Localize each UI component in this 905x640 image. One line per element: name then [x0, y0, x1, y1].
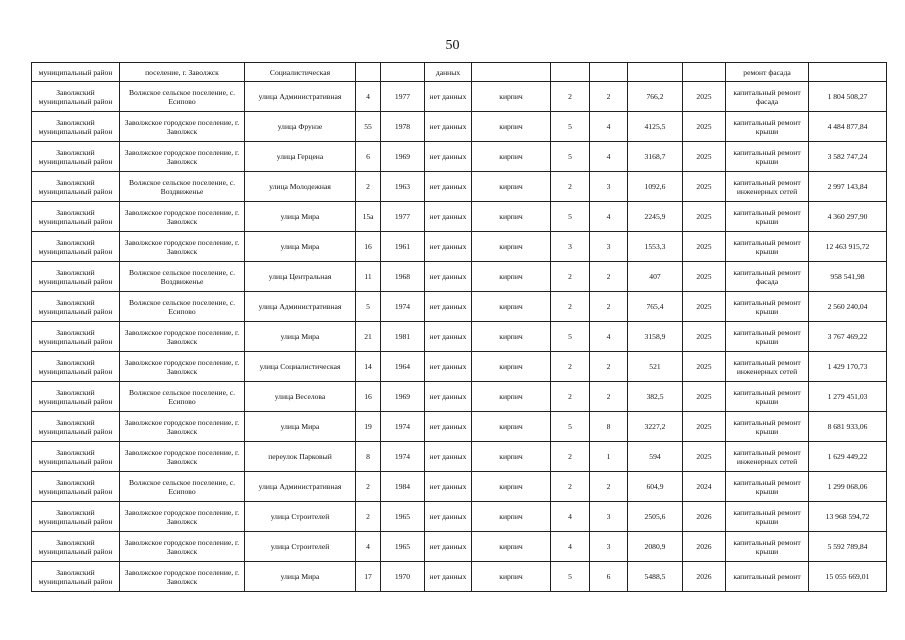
cell-floors: 5 [551, 562, 590, 592]
cell-area: 604,9 [628, 472, 683, 502]
cell-district: Заволжский муниципальный район [32, 142, 120, 172]
cell-cost: 2 997 143,84 [809, 172, 887, 202]
cell-house-number: 15а [356, 202, 381, 232]
cell-district: Заволжский муниципальный район [32, 352, 120, 382]
cell-floors: 5 [551, 412, 590, 442]
cell-entrances: 3 [590, 532, 628, 562]
cell-repair-type: ремонт фасада [726, 63, 809, 82]
cell-district: Заволжский муниципальный район [32, 232, 120, 262]
cell-repair-year: 2025 [683, 352, 726, 382]
cell-settlement: поселение, г. Заволжск [120, 63, 245, 82]
cell-settlement: Заволжское городское поселение, г. Заволжск [120, 232, 245, 262]
cell-entrances: 3 [590, 172, 628, 202]
cell-repair-type: капитальный ремонт крыши [726, 142, 809, 172]
cell-area: 3158,9 [628, 322, 683, 352]
cell-floors: 2 [551, 172, 590, 202]
table-row [32, 82, 887, 112]
cell-entrances: 2 [590, 472, 628, 502]
cell-repair-type: капитальный ремонт крыши [726, 112, 809, 142]
cell-repair-year: 2025 [683, 232, 726, 262]
cell-house-number: 2 [356, 502, 381, 532]
cell-settlement: Волжское сельское поселение, с. Есипово [120, 82, 245, 112]
cell-floors: 5 [551, 112, 590, 142]
cell-settlement: Заволжское городское поселение, г. Заволжск [120, 562, 245, 592]
cell-house-number [356, 63, 381, 82]
cell-wall-material: кирпич [472, 562, 551, 592]
cell-year-built: 1978 [381, 112, 425, 142]
cell-street: улица Строителей [245, 532, 356, 562]
table-row [32, 63, 887, 82]
cell-wall-material: кирпич [472, 232, 551, 262]
cell-status: нет данных [425, 322, 472, 352]
table-row [32, 412, 887, 442]
cell-status: нет данных [425, 412, 472, 442]
cell-entrances: 3 [590, 502, 628, 532]
cell-cost: 4 484 877,84 [809, 112, 887, 142]
cell-house-number: 11 [356, 262, 381, 292]
cell-wall-material: кирпич [472, 172, 551, 202]
cell-cost: 1 279 451,03 [809, 382, 887, 412]
cell-district: Заволжский муниципальный район [32, 442, 120, 472]
cell-repair-type: капитальный ремонт фасада [726, 262, 809, 292]
cell-repair-type: капитальный ремонт крыши [726, 472, 809, 502]
cell-settlement: Заволжское городское поселение, г. Заволжск [120, 142, 245, 172]
cell-entrances: 3 [590, 232, 628, 262]
cell-street: улица Мира [245, 412, 356, 442]
cell-repair-type: капитальный ремонт инженерных сетей [726, 352, 809, 382]
cell-repair-type: капитальный ремонт инженерных сетей [726, 442, 809, 472]
cell-district: Заволжский муниципальный район [32, 292, 120, 322]
cell-wall-material [472, 63, 551, 82]
cell-area: 765,4 [628, 292, 683, 322]
cell-status: нет данных [425, 262, 472, 292]
cell-cost: 12 463 915,72 [809, 232, 887, 262]
cell-repair-year: 2025 [683, 172, 726, 202]
cell-repair-year [683, 63, 726, 82]
table-row [32, 322, 887, 352]
cell-repair-type: капитальный ремонт [726, 562, 809, 592]
cell-year-built: 1965 [381, 502, 425, 532]
cell-entrances: 2 [590, 352, 628, 382]
cell-street: улица Социалистическая [245, 352, 356, 382]
cell-street: улица Мира [245, 562, 356, 592]
table-row [32, 382, 887, 412]
cell-wall-material: кирпич [472, 112, 551, 142]
cell-floors: 4 [551, 532, 590, 562]
cell-area: 3168,7 [628, 142, 683, 172]
cell-year-built: 1969 [381, 382, 425, 412]
cell-status: нет данных [425, 442, 472, 472]
cell-cost: 2 560 240,04 [809, 292, 887, 322]
cell-street: улица Строителей [245, 502, 356, 532]
housing-repair-table [31, 62, 887, 592]
cell-wall-material: кирпич [472, 502, 551, 532]
cell-area: 1553,3 [628, 232, 683, 262]
cell-status: нет данных [425, 202, 472, 232]
table-row [32, 292, 887, 322]
cell-cost: 8 681 933,06 [809, 412, 887, 442]
cell-year-built: 1977 [381, 202, 425, 232]
cell-repair-year: 2025 [683, 292, 726, 322]
cell-cost: 13 968 594,72 [809, 502, 887, 532]
cell-entrances: 6 [590, 562, 628, 592]
cell-district: Заволжский муниципальный район [32, 562, 120, 592]
cell-wall-material: кирпич [472, 412, 551, 442]
cell-repair-year: 2025 [683, 382, 726, 412]
cell-status: нет данных [425, 502, 472, 532]
cell-floors: 5 [551, 322, 590, 352]
cell-year-built: 1984 [381, 472, 425, 502]
cell-cost: 4 360 297,90 [809, 202, 887, 232]
cell-wall-material: кирпич [472, 322, 551, 352]
cell-cost: 3 767 469,22 [809, 322, 887, 352]
cell-area: 5488,5 [628, 562, 683, 592]
cell-area: 4125,5 [628, 112, 683, 142]
cell-area: 766,2 [628, 82, 683, 112]
cell-settlement: Заволжское городское поселение, г. Заволжск [120, 352, 245, 382]
cell-status: нет данных [425, 142, 472, 172]
cell-house-number: 2 [356, 472, 381, 502]
cell-area: 3227,2 [628, 412, 683, 442]
cell-street: переулок Парковый [245, 442, 356, 472]
cell-repair-type: капитальный ремонт крыши [726, 412, 809, 442]
cell-status: нет данных [425, 232, 472, 262]
cell-street: улица Мира [245, 322, 356, 352]
cell-status: данных [425, 63, 472, 82]
cell-street: улица Административная [245, 472, 356, 502]
cell-year-built: 1974 [381, 412, 425, 442]
cell-wall-material: кирпич [472, 202, 551, 232]
cell-settlement: Заволжское городское поселение, г. Заволжск [120, 112, 245, 142]
cell-floors: 5 [551, 142, 590, 172]
cell-cost: 3 582 747,24 [809, 142, 887, 172]
cell-year-built: 1963 [381, 172, 425, 202]
cell-status: нет данных [425, 112, 472, 142]
cell-settlement: Волжское сельское поселение, с. Есипово [120, 292, 245, 322]
cell-house-number: 4 [356, 532, 381, 562]
cell-repair-year: 2025 [683, 442, 726, 472]
cell-repair-type: капитальный ремонт крыши [726, 232, 809, 262]
page-number: 50 [445, 38, 460, 53]
cell-entrances: 1 [590, 442, 628, 472]
cell-house-number: 4 [356, 82, 381, 112]
cell-repair-year: 2026 [683, 532, 726, 562]
table-body [32, 63, 887, 592]
table-row [32, 442, 887, 472]
cell-district: Заволжский муниципальный район [32, 412, 120, 442]
cell-area: 382,5 [628, 382, 683, 412]
cell-settlement: Волжское сельское поселение, с. Воздвиженье [120, 172, 245, 202]
cell-district: Заволжский муниципальный район [32, 532, 120, 562]
table-row [32, 352, 887, 382]
cell-entrances: 4 [590, 202, 628, 232]
cell-year-built [381, 63, 425, 82]
cell-cost: 15 055 669,01 [809, 562, 887, 592]
cell-repair-type: капитальный ремонт фасада [726, 82, 809, 112]
cell-entrances: 4 [590, 322, 628, 352]
cell-house-number: 55 [356, 112, 381, 142]
cell-cost: 1 429 170,73 [809, 352, 887, 382]
cell-cost: 958 541,98 [809, 262, 887, 292]
cell-area: 407 [628, 262, 683, 292]
cell-year-built: 1974 [381, 442, 425, 472]
cell-district: Заволжский муниципальный район [32, 322, 120, 352]
cell-status: нет данных [425, 382, 472, 412]
cell-settlement: Заволжское городское поселение, г. Заволжск [120, 502, 245, 532]
cell-settlement: Заволжское городское поселение, г. Заволжск [120, 202, 245, 232]
cell-house-number: 16 [356, 232, 381, 262]
cell-wall-material: кирпич [472, 142, 551, 172]
cell-repair-type: капитальный ремонт крыши [726, 502, 809, 532]
cell-floors: 2 [551, 352, 590, 382]
table-row [32, 562, 887, 592]
cell-district: Заволжский муниципальный район [32, 472, 120, 502]
cell-wall-material: кирпич [472, 382, 551, 412]
cell-settlement: Волжское сельское поселение, с. Воздвиженье [120, 262, 245, 292]
table-row [32, 202, 887, 232]
cell-repair-type: капитальный ремонт крыши [726, 382, 809, 412]
cell-year-built: 1968 [381, 262, 425, 292]
cell-year-built: 1969 [381, 142, 425, 172]
table-row [32, 112, 887, 142]
cell-area: 2080,9 [628, 532, 683, 562]
cell-entrances [590, 63, 628, 82]
cell-street: улица Веселова [245, 382, 356, 412]
cell-year-built: 1964 [381, 352, 425, 382]
cell-year-built: 1965 [381, 532, 425, 562]
cell-street: улица Герцена [245, 142, 356, 172]
cell-repair-year: 2025 [683, 82, 726, 112]
table-row [32, 472, 887, 502]
cell-cost: 5 592 789,84 [809, 532, 887, 562]
cell-cost: 1 629 449,22 [809, 442, 887, 472]
cell-street: улица Центральная [245, 262, 356, 292]
cell-street: улица Мира [245, 202, 356, 232]
cell-year-built: 1981 [381, 322, 425, 352]
cell-house-number: 16 [356, 382, 381, 412]
cell-repair-year: 2025 [683, 202, 726, 232]
cell-repair-year: 2025 [683, 322, 726, 352]
cell-floors: 2 [551, 82, 590, 112]
cell-repair-year: 2025 [683, 112, 726, 142]
cell-house-number: 14 [356, 352, 381, 382]
cell-district: Заволжский муниципальный район [32, 382, 120, 412]
cell-repair-year: 2025 [683, 412, 726, 442]
cell-wall-material: кирпич [472, 532, 551, 562]
cell-repair-year: 2026 [683, 562, 726, 592]
table-row [32, 172, 887, 202]
cell-year-built: 1974 [381, 292, 425, 322]
cell-entrances: 2 [590, 82, 628, 112]
cell-repair-year: 2025 [683, 262, 726, 292]
cell-house-number: 2 [356, 172, 381, 202]
cell-street: улица Административная [245, 292, 356, 322]
table-row [32, 142, 887, 172]
cell-area: 2245,9 [628, 202, 683, 232]
cell-house-number: 8 [356, 442, 381, 472]
table-row [32, 262, 887, 292]
cell-year-built: 1970 [381, 562, 425, 592]
cell-district: Заволжский муниципальный район [32, 172, 120, 202]
table-row [32, 232, 887, 262]
cell-entrances: 2 [590, 262, 628, 292]
cell-entrances: 2 [590, 382, 628, 412]
cell-street: улица Молодежная [245, 172, 356, 202]
table-row [32, 502, 887, 532]
cell-district: Заволжский муниципальный район [32, 502, 120, 532]
cell-year-built: 1977 [381, 82, 425, 112]
cell-settlement: Заволжское городское поселение, г. Заволжск [120, 442, 245, 472]
cell-entrances: 2 [590, 292, 628, 322]
cell-status: нет данных [425, 472, 472, 502]
cell-district: Заволжский муниципальный район [32, 112, 120, 142]
cell-area: 521 [628, 352, 683, 382]
cell-status: нет данных [425, 352, 472, 382]
cell-house-number: 21 [356, 322, 381, 352]
cell-status: нет данных [425, 292, 472, 322]
cell-wall-material: кирпич [472, 82, 551, 112]
table-row [32, 532, 887, 562]
cell-floors: 2 [551, 382, 590, 412]
cell-settlement: Волжское сельское поселение, с. Есипово [120, 472, 245, 502]
cell-wall-material: кирпич [472, 292, 551, 322]
cell-wall-material: кирпич [472, 352, 551, 382]
cell-repair-type: капитальный ремонт крыши [726, 202, 809, 232]
cell-street: Социалистическая [245, 63, 356, 82]
cell-cost: 1 804 508,27 [809, 82, 887, 112]
cell-status: нет данных [425, 562, 472, 592]
cell-area [628, 63, 683, 82]
cell-repair-type: капитальный ремонт инженерных сетей [726, 172, 809, 202]
cell-district: Заволжский муниципальный район [32, 262, 120, 292]
cell-street: улица Административная [245, 82, 356, 112]
cell-floors: 3 [551, 232, 590, 262]
cell-cost [809, 63, 887, 82]
cell-area: 1092,6 [628, 172, 683, 202]
cell-entrances: 8 [590, 412, 628, 442]
cell-district: Заволжский муниципальный район [32, 82, 120, 112]
cell-cost: 1 299 068,06 [809, 472, 887, 502]
cell-status: нет данных [425, 532, 472, 562]
cell-entrances: 4 [590, 142, 628, 172]
cell-area: 594 [628, 442, 683, 472]
cell-repair-type: капитальный ремонт крыши [726, 292, 809, 322]
cell-floors: 2 [551, 292, 590, 322]
cell-house-number: 17 [356, 562, 381, 592]
cell-settlement: Волжское сельское поселение, с. Есипово [120, 382, 245, 412]
cell-year-built: 1961 [381, 232, 425, 262]
cell-house-number: 5 [356, 292, 381, 322]
cell-repair-type: капитальный ремонт крыши [726, 532, 809, 562]
cell-wall-material: кирпич [472, 442, 551, 472]
cell-floors: 5 [551, 202, 590, 232]
cell-house-number: 6 [356, 142, 381, 172]
cell-settlement: Заволжское городское поселение, г. Заволжск [120, 412, 245, 442]
cell-street: улица Фрунзе [245, 112, 356, 142]
cell-settlement: Заволжское городское поселение, г. Заволжск [120, 322, 245, 352]
cell-entrances: 4 [590, 112, 628, 142]
cell-floors: 4 [551, 502, 590, 532]
cell-wall-material: кирпич [472, 262, 551, 292]
cell-repair-year: 2024 [683, 472, 726, 502]
cell-settlement: Заволжское городское поселение, г. Заволжск [120, 532, 245, 562]
cell-repair-year: 2025 [683, 142, 726, 172]
cell-wall-material: кирпич [472, 472, 551, 502]
cell-floors: 2 [551, 442, 590, 472]
cell-repair-year: 2026 [683, 502, 726, 532]
cell-floors: 2 [551, 472, 590, 502]
cell-district: муниципальный район [32, 63, 120, 82]
cell-floors: 2 [551, 262, 590, 292]
cell-status: нет данных [425, 82, 472, 112]
cell-area: 2505,6 [628, 502, 683, 532]
cell-status: нет данных [425, 172, 472, 202]
cell-district: Заволжский муниципальный район [32, 202, 120, 232]
cell-repair-type: капитальный ремонт крыши [726, 322, 809, 352]
cell-street: улица Мира [245, 232, 356, 262]
cell-floors [551, 63, 590, 82]
cell-house-number: 19 [356, 412, 381, 442]
